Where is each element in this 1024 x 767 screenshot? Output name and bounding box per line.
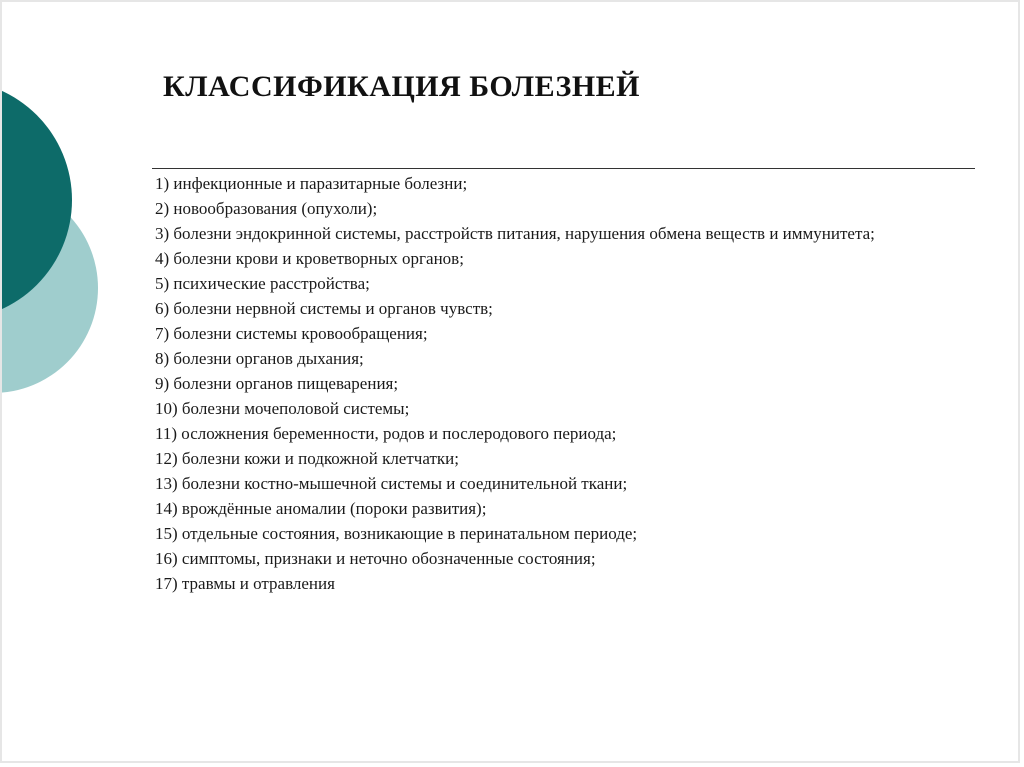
list-item: 2) новообразования (опухоли);	[155, 199, 378, 218]
list-item: 6) болезни нервной системы и органов чувств;	[155, 299, 493, 318]
list-item: 5) психические расстройства;	[155, 274, 370, 293]
list-item: 3) болезни эндокринной системы, расстройств питания, нарушения обмена веществ и иммунитета;	[155, 224, 875, 243]
list-item: 7) болезни системы кровообращения;	[155, 324, 428, 343]
disease-classification-list	[155, 174, 955, 599]
list-item: 8) болезни органов дыхания;	[155, 349, 364, 368]
list-item: 1) инфекционные и паразитарные болезни;	[155, 174, 468, 193]
slide-title: КЛАССИФИКАЦИЯ БОЛЕЗНЕЙ	[163, 70, 641, 103]
list-item: 16) симптомы, признаки и неточно обозначенные состояния;	[155, 549, 596, 568]
title-divider	[152, 168, 975, 169]
list-item: 4) болезни крови и кроветворных органов;	[155, 249, 464, 268]
list-item: 14) врождённые аномалии (пороки развития);	[155, 499, 487, 518]
list-item: 11) осложнения беременности, родов и послеродового периода;	[155, 424, 617, 443]
list-item: 15) отдельные состояния, возникающие в перинатальном периоде;	[155, 524, 638, 543]
list-item: 10) болезни мочеполовой системы;	[155, 399, 410, 418]
list-item: 17) травмы и отравления	[155, 574, 335, 593]
list-item: 12) болезни кожи и подкожной клетчатки;	[155, 449, 459, 468]
list-item: 13) болезни костно-мышечной системы и соединительной ткани;	[155, 474, 628, 493]
list-item: 9) болезни органов пищеварения;	[155, 374, 399, 393]
